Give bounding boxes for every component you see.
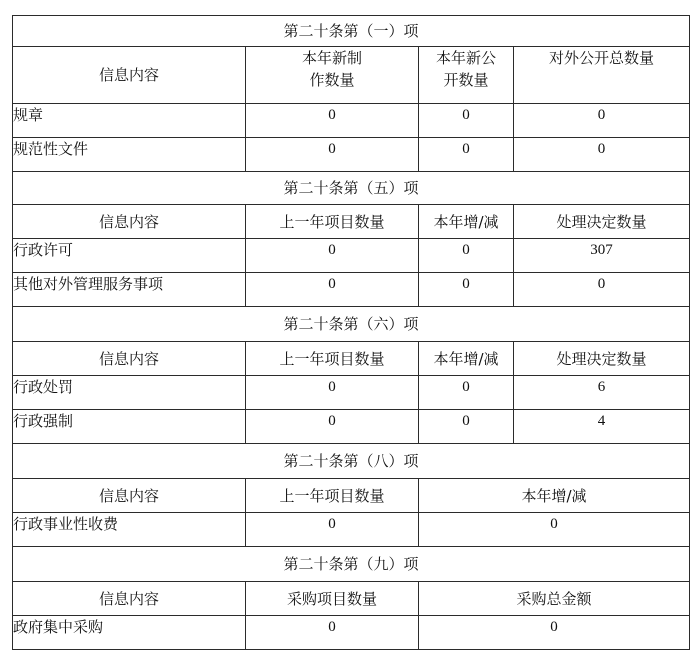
cell-value: 307 xyxy=(514,239,690,273)
column-header: 本年新制作数量 xyxy=(246,47,419,104)
column-header-row xyxy=(13,342,690,376)
column-header: 本年增/减 xyxy=(419,479,690,513)
cell-value: 0 xyxy=(246,104,419,138)
section-title: 第二十条第（九）项 xyxy=(13,547,690,582)
table-row xyxy=(13,513,690,547)
section-header-row xyxy=(13,16,690,47)
section-header-row xyxy=(13,547,690,582)
cell-value: 0 xyxy=(419,273,514,307)
row-label: 规范性文件 xyxy=(13,138,246,172)
column-header: 上一年项目数量 xyxy=(246,342,419,376)
cell-value: 0 xyxy=(419,104,514,138)
column-header: 信息内容 xyxy=(13,582,246,616)
cell-value: 0 xyxy=(246,273,419,307)
cell-value: 0 xyxy=(419,616,690,650)
section-header-row xyxy=(13,172,690,205)
cell-value: 6 xyxy=(514,376,690,410)
column-header: 信息内容 xyxy=(13,479,246,513)
table-row xyxy=(13,138,690,172)
cell-value: 0 xyxy=(419,410,514,444)
cell-value: 0 xyxy=(419,376,514,410)
column-header: 采购总金额 xyxy=(419,582,690,616)
column-header-row xyxy=(13,582,690,616)
column-header: 采购项目数量 xyxy=(246,582,419,616)
column-header: 处理决定数量 xyxy=(514,342,690,376)
column-header: 本年增/减 xyxy=(419,342,514,376)
cell-value: 0 xyxy=(514,273,690,307)
cell-value: 0 xyxy=(246,239,419,273)
row-label: 行政事业性收费 xyxy=(13,513,246,547)
column-header: 信息内容 xyxy=(13,47,246,104)
column-header: 本年新公开数量 xyxy=(419,47,514,104)
table-row xyxy=(13,239,690,273)
row-label: 行政许可 xyxy=(13,239,246,273)
table-row xyxy=(13,273,690,307)
cell-value: 0 xyxy=(514,104,690,138)
column-header: 上一年项目数量 xyxy=(246,479,419,513)
table-row xyxy=(13,616,690,650)
section-title: 第二十条第（六）项 xyxy=(13,307,690,342)
table-row xyxy=(13,410,690,444)
column-header-row xyxy=(13,205,690,239)
section-header-row xyxy=(13,444,690,479)
section-title: 第二十条第（一）项 xyxy=(13,16,690,47)
section-title: 第二十条第（八）项 xyxy=(13,444,690,479)
cell-value: 0 xyxy=(246,410,419,444)
column-header-row xyxy=(13,479,690,513)
table-row xyxy=(13,376,690,410)
cell-value: 0 xyxy=(419,239,514,273)
cell-value: 0 xyxy=(419,138,514,172)
column-header: 信息内容 xyxy=(13,205,246,239)
column-header: 信息内容 xyxy=(13,342,246,376)
disclosure-table xyxy=(12,15,690,650)
cell-value: 0 xyxy=(246,513,419,547)
row-label: 行政处罚 xyxy=(13,376,246,410)
section-header-row xyxy=(13,307,690,342)
table-row xyxy=(13,104,690,138)
row-label: 行政强制 xyxy=(13,410,246,444)
column-header: 本年增/减 xyxy=(419,205,514,239)
cell-value: 4 xyxy=(514,410,690,444)
cell-value: 0 xyxy=(246,376,419,410)
cell-value: 0 xyxy=(246,616,419,650)
row-label: 其他对外管理服务事项 xyxy=(13,273,246,307)
column-header-row xyxy=(13,47,690,104)
row-label: 政府集中采购 xyxy=(13,616,246,650)
cell-value: 0 xyxy=(246,138,419,172)
cell-value: 0 xyxy=(419,513,690,547)
cell-value: 0 xyxy=(514,138,690,172)
row-label: 规章 xyxy=(13,104,246,138)
column-header: 上一年项目数量 xyxy=(246,205,419,239)
column-header: 处理决定数量 xyxy=(514,205,690,239)
section-title: 第二十条第（五）项 xyxy=(13,172,690,205)
column-header: 对外公开总数量 xyxy=(514,47,690,104)
